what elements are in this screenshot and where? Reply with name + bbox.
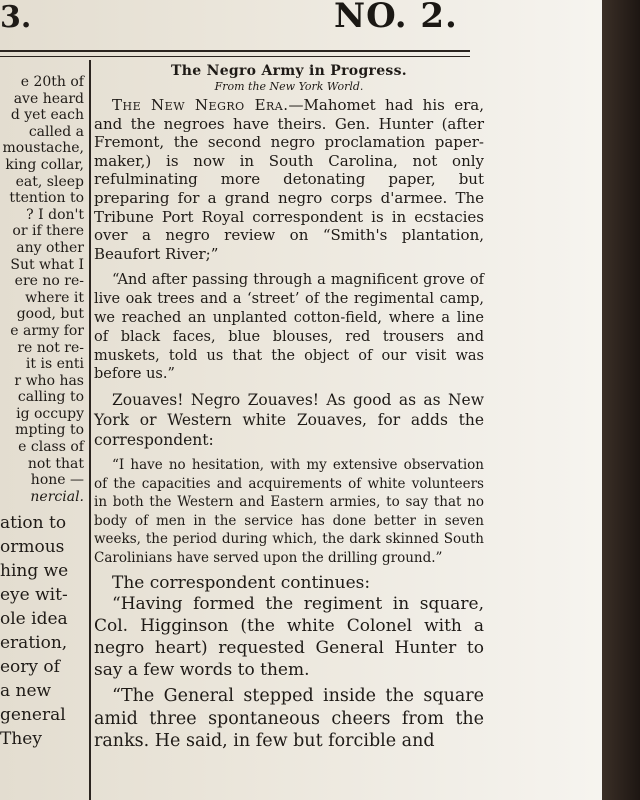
article-column [94,62,484,753]
article-title: The Negro Army in Progress. [171,63,407,79]
quote-paragraph: “I have no hesitation, with my extensive observation of the capacities and acquirements of white volunteers in both the Western and Eastern armies, to say that no body of men in the service has done better in seven weeks, the period during which, the dark skinned South Carolinians have served upon the drilling ground.” [94,457,484,566]
left-column-line: eye wit- [0,585,68,606]
left-column-line: mpting to [15,422,84,439]
left-column-line: ormous [0,537,65,558]
left-column-line: ig occupy [16,405,84,422]
article-paragraph [94,96,484,263]
left-column-line: good, but [16,306,84,323]
left-column-line: r who has [14,372,84,389]
column-divider [89,60,91,800]
issue-number: NO. 2. [334,0,458,36]
left-column-line: hing we [0,561,69,582]
left-column-line: ole idea [0,609,68,630]
lead-in: The New Negro Era. [112,96,289,114]
left-column-line: hone — [30,472,84,489]
quote-paragraph: “And after passing through a magnificent grove of live oak trees and a ‘street’ of the regimental camp, we reached an unplanted cotton-field, where a line of black faces, blue blouses, red trousers and muskets, told us that the object of our visit was before us.” [94,272,484,383]
left-column-line: called a [28,123,84,140]
masthead-rule [0,50,470,52]
paragraph-text: —Mahomet had his era, and the negroes have theirs. Gen. Hunter (after Fremont, the second negro proclamation paper-maker,) is now in South Carolina, not only refulminating more detonating paper, but preparing for a grand negro corps d'armee. The Tribune Port Royal correspondent is in ecstacies over a negro review on “Smith's plantation, Beaufort River;” [94,96,484,263]
left-column-line: calling to [17,389,84,406]
left-column-line: eory of [0,657,60,678]
quote-paragraph: “Having formed the regiment in square, Col. Higginson (the white Colonel with a negro heart) requested General Hunter to say a few words to them. [94,594,484,680]
left-column-line: e army for [10,322,84,339]
left-column-line: any other [16,239,84,256]
article-paragraph: Zouaves! Negro Zouaves! As good as as New York or Western white Zouaves, for adds the correspondent: [94,391,484,450]
page-edge-shadow [602,0,640,800]
left-column-line: general [0,705,66,726]
left-column-line: They [0,729,42,750]
left-column-line: ? I don't [26,206,84,223]
left-column-line: king collar, [5,156,84,173]
masthead-rule-thin [0,56,470,57]
quote-paragraph: “The General stepped inside the square amid three spontaneous cheers from the ranks. He said, in few but forcible and [94,686,484,752]
left-column-line: e class of [18,439,84,456]
left-column-line: a new [0,681,52,702]
left-column-line: it is enti [25,356,84,373]
left-column-line: moustache, [2,140,84,157]
left-column-line: e 20th of [20,74,84,90]
left-column-line: Sut what I [10,256,84,273]
left-column-line: eration, [0,633,68,654]
left-column-line: d yet each [10,107,84,124]
left-column-line: eat, sleep [15,173,84,190]
left-column-line: ation to [0,513,67,534]
left-column-line: re not re- [17,339,84,356]
article-source: From the New York World. [214,80,364,93]
left-column [0,74,86,751]
left-column-line: not that [27,455,84,472]
left-column-line: where it [25,289,84,306]
left-column-line: ttention to [9,190,84,207]
left-column-line: ave heard [13,90,84,107]
article-paragraph: The correspondent continues: [112,573,371,594]
left-column-line: or if there [12,223,84,240]
left-column-line: ere no re- [14,273,84,290]
left-column-line: nercial. [30,488,84,505]
masthead-partial: 3. [0,0,32,35]
